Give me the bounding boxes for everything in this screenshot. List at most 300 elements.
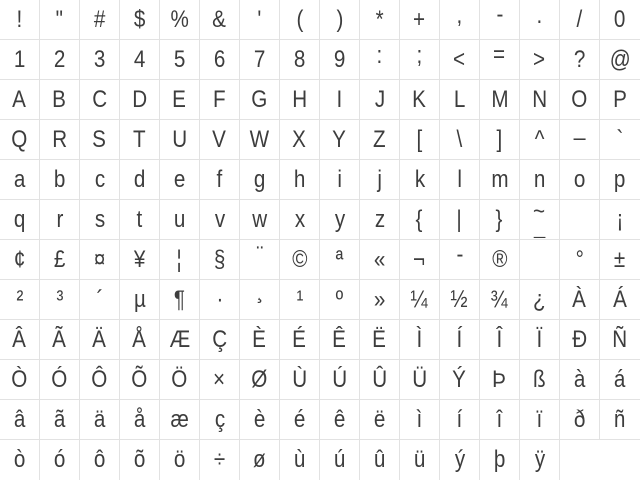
- glyph-cell[interactable]: [160, 440, 200, 480]
- glyph-cell[interactable]: [600, 80, 640, 120]
- glyph-cell[interactable]: [440, 200, 480, 240]
- glyph: p: [614, 165, 626, 193]
- glyph-cell[interactable]: [360, 200, 400, 240]
- glyph-cell[interactable]: [160, 280, 200, 320]
- glyph-cell[interactable]: [360, 80, 400, 120]
- glyph: ¤: [93, 245, 106, 273]
- glyph-cell[interactable]: [240, 40, 280, 80]
- glyph: -: [456, 240, 463, 268]
- glyph-cell[interactable]: [40, 240, 80, 280]
- glyph: Â: [12, 325, 27, 353]
- glyph-cell[interactable]: [560, 400, 600, 440]
- glyph-cell[interactable]: [0, 80, 40, 120]
- glyph: Þ: [492, 365, 507, 393]
- glyph-cell[interactable]: [560, 360, 600, 400]
- glyph-cell[interactable]: [560, 113, 600, 160]
- glyph: Z: [373, 125, 386, 153]
- glyph: È: [252, 325, 267, 353]
- glyph-cell[interactable]: [120, 240, 160, 280]
- glyph-cell[interactable]: [560, 160, 600, 200]
- glyph-cell[interactable]: [520, 320, 560, 360]
- glyph-cell[interactable]: [40, 400, 80, 440]
- glyph: ²: [16, 285, 23, 313]
- glyph-cell[interactable]: [240, 400, 280, 440]
- glyph: &: [212, 5, 227, 33]
- glyph-cell[interactable]: [480, 0, 520, 40]
- glyph-cell[interactable]: [520, 280, 560, 320]
- glyph: Õ: [131, 365, 148, 393]
- glyph: ,: [456, 1, 463, 29]
- glyph-cell[interactable]: [160, 40, 200, 80]
- glyph-cell[interactable]: [280, 360, 320, 400]
- glyph-cell[interactable]: [440, 80, 480, 120]
- glyph: ñ: [614, 405, 626, 433]
- glyph-cell[interactable]: [520, 120, 560, 160]
- glyph-cell[interactable]: [80, 120, 120, 160]
- glyph: %: [170, 5, 189, 33]
- glyph-cell[interactable]: [400, 0, 440, 40]
- glyph-cell[interactable]: [280, 200, 320, 240]
- glyph-cell[interactable]: [200, 0, 240, 40]
- glyph: ¦: [176, 245, 183, 273]
- glyph-cell[interactable]: [360, 0, 400, 40]
- glyph: ¥: [133, 245, 146, 273]
- glyph: /: [576, 5, 583, 33]
- glyph: Ê: [332, 325, 347, 353]
- glyph-cell[interactable]: [0, 0, 40, 40]
- glyph-cell[interactable]: [320, 240, 360, 280]
- glyph-cell[interactable]: [480, 400, 520, 440]
- glyph-cell[interactable]: [120, 160, 160, 200]
- glyph-cell[interactable]: [200, 360, 240, 400]
- glyph: ø: [253, 446, 266, 473]
- glyph: ý: [454, 446, 465, 473]
- glyph-cell[interactable]: [600, 240, 640, 280]
- glyph-cell[interactable]: [360, 280, 400, 320]
- glyph: F: [213, 85, 226, 113]
- glyph-cell[interactable]: [280, 280, 320, 320]
- glyph-cell[interactable]: [280, 40, 320, 80]
- glyph-cell[interactable]: [400, 240, 440, 280]
- glyph: º: [335, 285, 344, 313]
- glyph-cell[interactable]: [280, 240, 320, 280]
- glyph-cell[interactable]: [480, 120, 520, 160]
- glyph-cell[interactable]: [400, 400, 440, 440]
- glyph: Ù: [292, 365, 307, 393]
- void-cell: [560, 440, 600, 480]
- glyph-cell[interactable]: [320, 280, 360, 320]
- glyph: ú: [333, 446, 346, 473]
- glyph: ?: [573, 45, 586, 73]
- glyph-cell[interactable]: [400, 320, 440, 360]
- glyph: q: [13, 205, 26, 233]
- glyph: 2: [53, 45, 66, 73]
- glyph-cell[interactable]: [520, 400, 560, 440]
- glyph-cell[interactable]: [360, 160, 400, 200]
- glyph-cell[interactable]: [80, 240, 120, 280]
- glyph-cell[interactable]: [440, 240, 480, 280]
- glyph: g: [253, 165, 266, 193]
- glyph: ç: [214, 405, 225, 433]
- glyph: ¿: [533, 285, 546, 313]
- glyph-cell[interactable]: [600, 160, 640, 200]
- glyph: [: [416, 125, 423, 153]
- glyph: »: [373, 285, 386, 313]
- glyph: {: [416, 205, 423, 233]
- glyph: Ý: [452, 365, 467, 393]
- glyph: ä: [93, 405, 106, 433]
- glyph-cell[interactable]: [360, 320, 400, 360]
- glyph-cell[interactable]: [520, 160, 560, 200]
- glyph-cell[interactable]: [480, 40, 520, 80]
- glyph-cell[interactable]: [280, 440, 320, 480]
- glyph: !: [16, 5, 23, 33]
- glyph-cell[interactable]: [120, 80, 160, 120]
- glyph: M: [490, 85, 509, 113]
- glyph: 6: [213, 45, 226, 73]
- glyph: O: [571, 85, 588, 113]
- glyph-cell[interactable]: [600, 40, 640, 80]
- glyph-cell[interactable]: [440, 0, 480, 40]
- glyph-cell[interactable]: [0, 40, 40, 80]
- glyph-cell[interactable]: [600, 0, 640, 40]
- glyph: Q: [11, 125, 28, 153]
- glyph: h: [293, 165, 306, 193]
- glyph-cell[interactable]: [320, 320, 360, 360]
- glyph-cell[interactable]: [40, 40, 80, 80]
- glyph: ÷: [213, 446, 226, 473]
- glyph-cell[interactable]: [600, 120, 640, 160]
- glyph: ì: [416, 405, 423, 433]
- glyph-cell[interactable]: [560, 40, 600, 80]
- glyph-cell[interactable]: [400, 200, 440, 240]
- glyph: P: [613, 85, 627, 113]
- glyph-cell[interactable]: [600, 200, 640, 240]
- glyph: *: [375, 5, 384, 33]
- glyph-cell[interactable]: [520, 80, 560, 120]
- glyph-cell[interactable]: [80, 0, 120, 40]
- glyph-cell[interactable]: [0, 440, 40, 480]
- glyph-cell[interactable]: [160, 80, 200, 120]
- glyph-cell[interactable]: [80, 320, 120, 360]
- glyph-cell[interactable]: [280, 120, 320, 160]
- glyph-cell[interactable]: [520, 233, 560, 280]
- glyph-cell[interactable]: [0, 160, 40, 200]
- glyph: B: [52, 85, 67, 113]
- glyph-cell[interactable]: [0, 320, 40, 360]
- glyph: v: [214, 205, 225, 233]
- glyph-cell[interactable]: [360, 360, 400, 400]
- glyph-cell[interactable]: [360, 400, 400, 440]
- glyph: y: [334, 205, 345, 233]
- glyph-cell[interactable]: [320, 0, 360, 40]
- glyph-cell[interactable]: [0, 240, 40, 280]
- glyph: l: [457, 165, 462, 193]
- glyph-cell[interactable]: [120, 320, 160, 360]
- glyph-cell[interactable]: [520, 0, 560, 40]
- glyph: G: [251, 85, 268, 113]
- glyph-cell[interactable]: [360, 40, 400, 80]
- glyph: ò: [13, 446, 26, 473]
- glyph-cell[interactable]: [440, 160, 480, 200]
- glyph-cell[interactable]: [120, 280, 160, 320]
- glyph: i: [337, 165, 342, 193]
- glyph-cell[interactable]: [80, 40, 120, 80]
- glyph-cell[interactable]: [360, 120, 400, 160]
- glyph-cell[interactable]: [200, 320, 240, 360]
- glyph: >: [533, 45, 546, 73]
- glyph-cell[interactable]: [240, 80, 280, 120]
- glyph-cell[interactable]: [160, 160, 200, 200]
- glyph-cell[interactable]: [440, 320, 480, 360]
- glyph-cell[interactable]: [480, 160, 520, 200]
- void-cell: [600, 440, 640, 480]
- glyph-cell[interactable]: [440, 360, 480, 400]
- glyph: T: [133, 125, 146, 153]
- glyph-cell[interactable]: [0, 200, 40, 240]
- glyph-cell[interactable]: [200, 160, 240, 200]
- glyph-cell[interactable]: [480, 280, 520, 320]
- glyph: E: [172, 85, 187, 113]
- glyph-cell[interactable]: [40, 320, 80, 360]
- glyph-cell[interactable]: [80, 360, 120, 400]
- glyph: H: [292, 85, 307, 113]
- glyph: è: [253, 405, 266, 433]
- glyph-cell[interactable]: [240, 440, 280, 480]
- glyph-cell[interactable]: [560, 320, 600, 360]
- glyph-cell[interactable]: [400, 160, 440, 200]
- glyph-cell[interactable]: [440, 120, 480, 160]
- glyph-cell[interactable]: [240, 200, 280, 240]
- glyph-cell[interactable]: [120, 120, 160, 160]
- glyph-cell[interactable]: [440, 280, 480, 320]
- glyph-cell[interactable]: [520, 440, 560, 480]
- glyph-cell[interactable]: [280, 0, 320, 40]
- glyph-cell[interactable]: [200, 440, 240, 480]
- glyph-cell[interactable]: [400, 280, 440, 320]
- glyph: Ø: [251, 365, 268, 393]
- glyph-cell[interactable]: [480, 200, 520, 240]
- glyph-cell[interactable]: [400, 440, 440, 480]
- glyph: æ: [170, 405, 189, 433]
- glyph: é: [293, 405, 306, 433]
- glyph: K: [412, 85, 427, 113]
- glyph-cell[interactable]: [240, 320, 280, 360]
- glyph-cell[interactable]: [440, 440, 480, 480]
- glyph-cell[interactable]: [320, 200, 360, 240]
- glyph-cell[interactable]: [120, 440, 160, 480]
- glyph: ±: [614, 245, 626, 273]
- glyph-cell[interactable]: [320, 440, 360, 480]
- glyph-cell[interactable]: [240, 0, 280, 40]
- glyph: ß: [533, 365, 546, 393]
- glyph: ·: [216, 285, 223, 313]
- glyph-cell[interactable]: [40, 200, 80, 240]
- glyph-cell[interactable]: [40, 0, 80, 40]
- glyph-cell[interactable]: [40, 280, 80, 320]
- glyph-cell[interactable]: [200, 280, 240, 320]
- glyph: î: [496, 405, 503, 433]
- glyph: ½: [450, 285, 469, 313]
- glyph-cell[interactable]: [240, 276, 280, 320]
- glyph-cell[interactable]: [600, 320, 640, 360]
- glyph: C: [92, 85, 107, 113]
- glyph: Ö: [171, 365, 188, 393]
- glyph: Ì: [416, 325, 423, 353]
- glyph-cell[interactable]: [440, 40, 480, 80]
- glyph-cell[interactable]: [40, 80, 80, 120]
- glyph-cell[interactable]: [80, 400, 120, 440]
- glyph-cell[interactable]: [120, 360, 160, 400]
- glyph: ù: [293, 446, 306, 473]
- glyph: ð: [573, 405, 586, 433]
- glyph-cell[interactable]: [440, 400, 480, 440]
- glyph: Î: [496, 325, 503, 353]
- glyph-cell[interactable]: [80, 160, 120, 200]
- glyph-cell[interactable]: [320, 120, 360, 160]
- glyph-cell[interactable]: [600, 400, 640, 440]
- glyph: U: [172, 125, 187, 153]
- glyph-cell[interactable]: [360, 240, 400, 280]
- glyph-cell[interactable]: [280, 80, 320, 120]
- glyph: ¸: [256, 276, 263, 304]
- glyph: Ô: [91, 365, 108, 393]
- glyph: 3: [93, 45, 106, 73]
- glyph-cell[interactable]: [520, 360, 560, 400]
- glyph-cell[interactable]: [320, 80, 360, 120]
- glyph-cell[interactable]: [240, 240, 280, 280]
- glyph-cell[interactable]: [160, 400, 200, 440]
- glyph: m: [490, 165, 509, 193]
- glyph: I: [336, 85, 343, 113]
- glyph-cell[interactable]: [400, 360, 440, 400]
- glyph-cell[interactable]: [0, 120, 40, 160]
- glyph: þ: [493, 446, 506, 473]
- glyph-cell[interactable]: [160, 200, 200, 240]
- glyph-cell[interactable]: [480, 360, 520, 400]
- glyph: R: [52, 125, 67, 153]
- glyph-cell[interactable]: [120, 0, 160, 40]
- glyph-cell[interactable]: [0, 400, 40, 440]
- glyph-cell[interactable]: [200, 120, 240, 160]
- glyph: ª: [335, 245, 344, 273]
- glyph-cell[interactable]: [240, 360, 280, 400]
- glyph-cell[interactable]: [400, 120, 440, 160]
- glyph: Ñ: [612, 325, 628, 353]
- glyph-cell[interactable]: [120, 40, 160, 80]
- glyph-cell[interactable]: [80, 280, 120, 320]
- glyph-cell[interactable]: [400, 80, 440, 120]
- glyph-cell[interactable]: [80, 440, 120, 480]
- glyph-cell[interactable]: [80, 80, 120, 120]
- glyph-cell[interactable]: [560, 240, 600, 280]
- glyph: Û: [372, 365, 387, 393]
- glyph: j: [377, 165, 382, 193]
- glyph-cell[interactable]: [0, 280, 40, 320]
- glyph-cell[interactable]: [320, 360, 360, 400]
- glyph-cell[interactable]: [160, 360, 200, 400]
- glyph: ®: [491, 245, 508, 273]
- glyph: ×: [213, 365, 226, 393]
- glyph: $: [133, 5, 146, 33]
- glyph: S: [92, 125, 107, 153]
- glyph: Ú: [332, 365, 347, 393]
- glyph-cell[interactable]: [240, 160, 280, 200]
- glyph-cell[interactable]: [320, 400, 360, 440]
- glyph-cell[interactable]: [280, 160, 320, 200]
- glyph: ô: [93, 446, 106, 473]
- glyph: å: [133, 405, 146, 433]
- glyph-cell[interactable]: [280, 400, 320, 440]
- glyph-cell[interactable]: [0, 360, 40, 400]
- glyph-cell[interactable]: [160, 320, 200, 360]
- glyph: ó: [53, 446, 66, 473]
- glyph: ü: [413, 446, 426, 473]
- glyph: í: [456, 405, 463, 433]
- glyph-cell[interactable]: [520, 40, 560, 80]
- glyph: |: [456, 205, 463, 233]
- glyph-cell[interactable]: [40, 120, 80, 160]
- glyph-cell[interactable]: [560, 280, 600, 320]
- glyph-cell[interactable]: [280, 320, 320, 360]
- glyph: J: [374, 85, 385, 113]
- glyph: Y: [332, 125, 347, 153]
- glyph-cell[interactable]: [480, 240, 520, 280]
- glyph: N: [532, 85, 547, 113]
- glyph: .: [536, 1, 543, 29]
- glyph-cell[interactable]: [360, 440, 400, 480]
- glyph-cell[interactable]: [40, 440, 80, 480]
- glyph: Ë: [372, 325, 387, 353]
- glyph-cell[interactable]: [200, 400, 240, 440]
- glyph-cell[interactable]: [160, 120, 200, 160]
- glyph-cell[interactable]: [40, 360, 80, 400]
- glyph-cell[interactable]: [400, 40, 440, 80]
- glyph: 0: [614, 5, 626, 33]
- glyph: ¡: [616, 205, 624, 233]
- glyph: ¶: [173, 285, 186, 313]
- glyph: 4: [133, 45, 146, 73]
- glyph: °: [575, 245, 584, 273]
- glyph-cell[interactable]: [480, 320, 520, 360]
- glyph-cell[interactable]: [600, 280, 640, 320]
- glyph: £: [53, 245, 66, 273]
- glyph-cell[interactable]: [40, 160, 80, 200]
- glyph-cell[interactable]: [200, 80, 240, 120]
- glyph-cell[interactable]: [600, 360, 640, 400]
- glyph-cell[interactable]: [160, 0, 200, 40]
- glyph-cell[interactable]: [80, 200, 120, 240]
- glyph-cell[interactable]: [120, 200, 160, 240]
- glyph-cell[interactable]: [560, 0, 600, 40]
- glyph: \: [456, 125, 463, 153]
- glyph: Å: [132, 325, 147, 353]
- glyph-cell[interactable]: [160, 240, 200, 280]
- glyph-cell[interactable]: [320, 40, 360, 80]
- glyph-cell[interactable]: [200, 240, 240, 280]
- glyph-cell[interactable]: [200, 40, 240, 80]
- glyph: -: [496, 0, 503, 28]
- glyph: Ü: [412, 365, 427, 393]
- glyph-cell[interactable]: [480, 440, 520, 480]
- glyph-cell[interactable]: [320, 160, 360, 200]
- glyph: n: [533, 165, 546, 193]
- glyph-cell[interactable]: [480, 80, 520, 120]
- glyph: ¼: [410, 285, 429, 313]
- glyph-cell[interactable]: [120, 400, 160, 440]
- glyph-cell[interactable]: [240, 120, 280, 160]
- glyph-cell[interactable]: [200, 200, 240, 240]
